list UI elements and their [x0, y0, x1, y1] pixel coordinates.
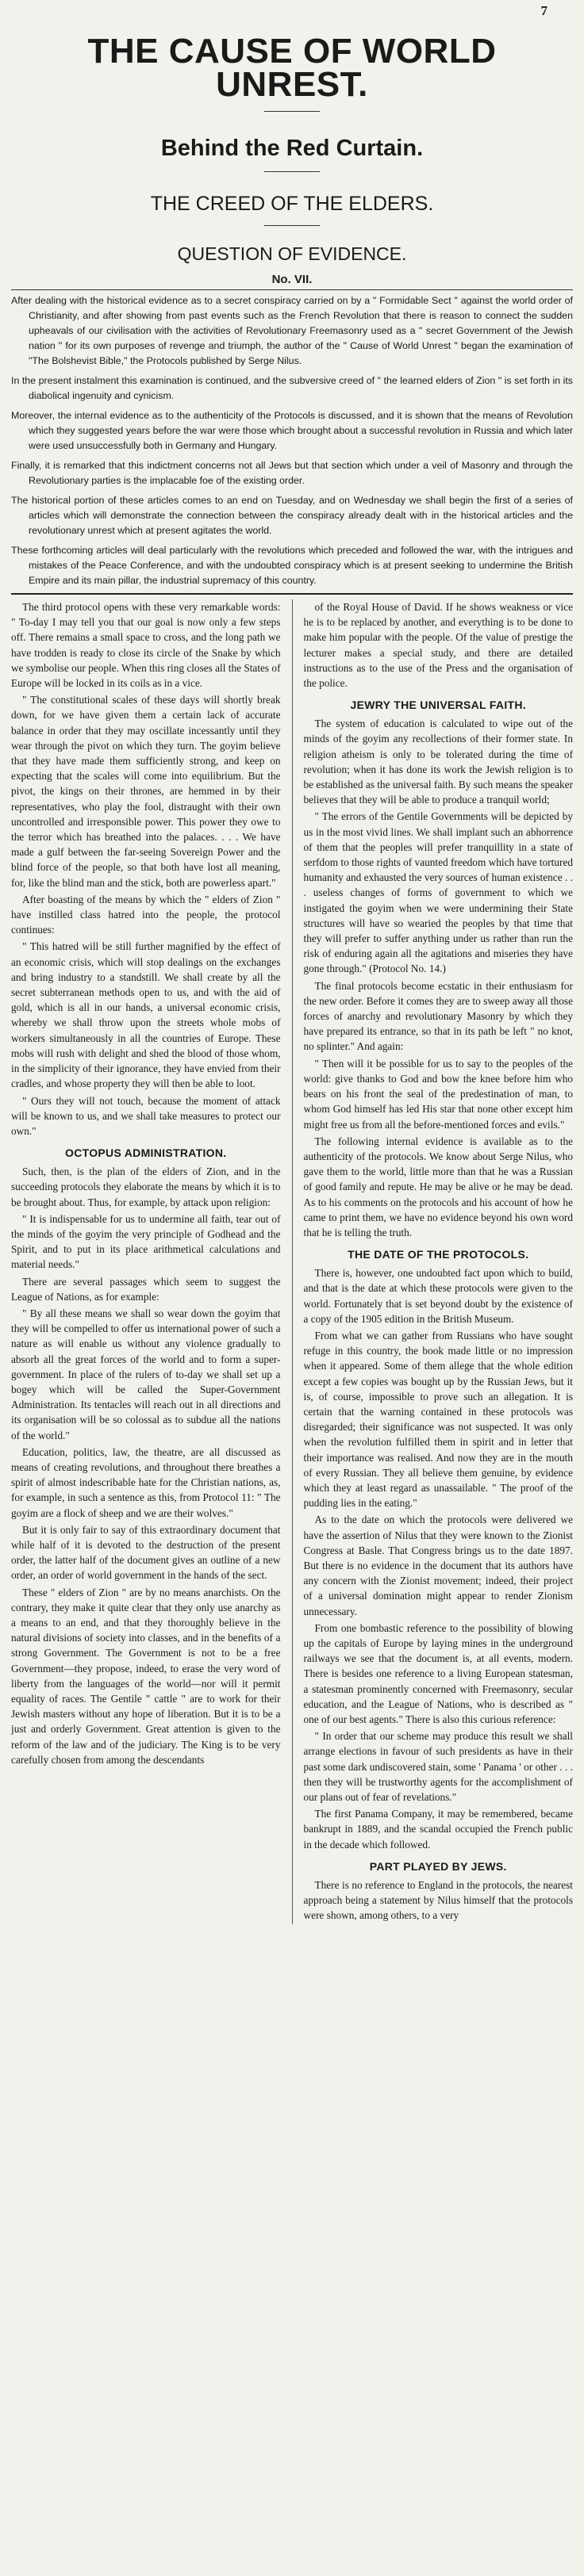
body-paragraph: But it is only fair to say of this extraordinary document that while half of it is devoted to the destruction of the present order, the latter half of the document gives an outline of a new order, an order of world government in the hands of the sect.	[11, 1523, 281, 1582]
right-column	[304, 599, 574, 1924]
section-heading: JEWRY THE UNIVERSAL FAITH.	[350, 699, 526, 712]
body-paragraph: " Then will it be possible for us to say to the peoples of the world: give thanks to God and bow the knee before him who bears on his front the seal of the predestination of man, to whom God himself has led His star that none other except him might free us from all the before-mentioned forces and evils."	[303, 1057, 573, 1131]
headline: THE CAUSE OF WORLD UNREST.	[87, 32, 497, 104]
divider	[264, 171, 320, 172]
body-paragraph: " The constitutional scales of these days will shortly break down, for we have given them a certain lack of accurate balance in order that they may oscillate incessantly until they wear through the pivot on which they turn. The goyim believe that they have made them sufficiently strong, and keep on expecting that the scales will come into equilibrium. But the pivot, the kings on their thrones, are hemmed in by their representatives, who play the fool, distraught with their own uncontrolled and irresponsible power. This power they owe to the terror which has breathed into the palaces. . . . We have made a gulf between the far-seeing Sovereign Power and the blind force of the people, so that both have lost all meaning, for, like the blind man and the stick, both are powerless apart."	[11, 694, 281, 889]
body-paragraph: " This hatred will be still further magnified by the effect of an economic crisis, which will stop dealings on the exchanges and bring industry to a standstill. We shall create by all the secret subterranean methods open to us, and with the aid of gold, which is all in our hands, a universal economic crisis, whereby we shall throw upon the streets whole mobs of workers simultaneously in all the countries of Europe. These mobs will rush with delight and shed the blood of those whom, in the simplicity of their ignorance, they have envied from their cradles, and whose property they will then be able to loot.	[11, 940, 281, 1090]
body-paragraph: " Ours they will not touch, because the moment of attack will be known to us, and we shall take measures to protect our own."	[11, 1094, 281, 1137]
body-paragraph: of the Royal House of David. If he shows weakness or vice he is to be replaced by another, and everything is to be done to make him popular with the people. Of the value of prestige the lecturer makes a special study, and there are detailed instructions as to the use of the Press and the organisation of the police.	[303, 601, 573, 690]
intro-paragraph: In the present instalment this examination is continued, and the subversive creed of " the learned elders of Zion " is set forth in its diabolical ingenuity and cynicism.	[11, 375, 573, 401]
body-paragraph: " The errors of the Gentile Governments will be depicted by us in the most vivid lines. We shall implant such an abhorrence of them that the peoples will prefer tranquillity in a state of serfdom to those rights of vaunted freedom which have tortured humanity and exhausted the very sources of human existence . . . useless changes of forms of government to which we instigated the goyim when we were undermining their State structures will have so wearied the peoples by that time that they will prefer to suffer anything under us rather than run the risk of enduring again all the agitations and miseries they have gone through." (Protocol No. 14.)	[303, 810, 573, 975]
body-paragraph: " In order that our scheme may produce this result we shall arrange elections in favour of such presidents as have in their past some dark undiscovered stain, some ' Panama ' or other . . . then they will be trustworthy agents for the accomplishment of our plans out of fear of revelations."	[303, 1730, 573, 1804]
deck: QUESTION OF EVIDENCE.	[177, 243, 407, 264]
body-paragraph: From what we can gather from Russians who have sought refuge in this country, the book made little or no impression when it appeared. Some of them allege that the whole edition except a few copies was bought up by the Russian Jews, but it is, of course, impossible to prove such an allegation. It is certain that the warning contained in these protocols was disregarded; their significance was not suspected. It was only when the revolution fulfilled them in spirit and in letter that their importance was realised. And now they are in the mouth of every Russian. They all believe them genuine, by evidence which they at least regard as unassailable. " The proof of the pudding lies in the eating."	[303, 1329, 573, 1510]
body-paragraph: The first Panama Company, it may be remembered, became bankrupt in 1889, and the scandal occupied the French public in the decade which followed.	[303, 1808, 573, 1851]
divider	[264, 225, 320, 226]
body-paragraph: There is no reference to England in the protocols, the nearest approach being a statement by Nilus himself that the protocols were shown, among others, to a very	[303, 1878, 573, 1922]
body-paragraph: " It is indispensable for us to undermine all faith, tear out of the minds of the goyim the very principle of Godhead and the Spirit, and to put in its place arithmetical calculations and material needs."	[11, 1212, 281, 1271]
section-heading: THE DATE OF THE PROTOCOLS.	[348, 1248, 529, 1261]
column-rule	[292, 599, 293, 1924]
article-number: No. VII.	[271, 273, 313, 286]
intro-paragraph: After dealing with the historical evidence as to a secret conspiracy carried on by a " Formidable Sect " against the world order of Christianity, and after showing from past events such as the French Revolution that there is reason to connect the sudden upheavals of our civilisation with the activities of Revolutionary Freemasonry used as a " secret Government of the Jewish nation " for its own purposes of revenge and triumph, the author of the " Cause of World Unrest " began the examination of "The Bolshevist Bible," the Protocols published by Serge Nilus.	[11, 295, 573, 366]
body-paragraph: " By all these means we shall so wear down the goyim that they will be compelled to offer us international power of such a nature as will enable us without any violence gradually to absorb all the great forces of the world and to form a super-government. In place of the rulers of to-day we shall set up a bogey which will be called the Super-Government Administration. Its tentacles will reach out in all directions and its organisation will be so colossal as to subdue all the nations of the world."	[11, 1307, 281, 1441]
intro-summary	[11, 289, 573, 588]
body-paragraph: There are several passages which seem to suggest the League of Nations, as for example:	[11, 1275, 281, 1303]
body-paragraph: These " elders of Zion " are by no means anarchists. On the contrary, they make it quite clear that they only use anarchy as a means to an end, and that they thoroughly believe in the natural divisions of society into classes, and in the benefits of a strong Government. The Government is not to be a free Government—they propose, indeed, to erase the very word of liberty from the languages of the world—nor will it permit equality of races. The Gentile " cattle " are to work for their Jewish masters without any hope of liberation. But it is to be a just and orderly Government. Great attention is given to the reform of the law and of the judiciary. The King is to be very carefully chosen from among the descendants	[11, 1586, 281, 1766]
body-paragraph: Such, then, is the plan of the elders of Zion, and in the succeeding protocols they elaborate the means by which it is to be brought about. Thus, for example, by attack upon religion:	[11, 1166, 281, 1208]
kicker: THE CREED OF THE ELDERS.	[150, 193, 434, 215]
body-paragraph: There is, however, one undoubted fact upon which to build, and that is the date at which these protocols were given to the world. Fortunately that is set beyond doubt by the existence of a copy of the 1905 edition in the British Museum.	[303, 1267, 573, 1325]
body-columns	[11, 593, 573, 1924]
intro-paragraph: Moreover, the internal evidence as to the authenticity of the Protocols is discussed, and it is shown that the means of Revolution which they suggested years before the war were those which brought about a successful revolution in Russia and which later were used unsuccessfully both in Germany and Hungary.	[11, 410, 573, 451]
intro-paragraph: The historical portion of these articles comes to an end on Tuesday, and on Wednesday we shall begin the first of a series of articles which will demonstrate the connection between the conspiracy already dealt with in the historical articles and the revolutionary unrest which at present agitates the world.	[11, 495, 573, 536]
intro-paragraph: These forthcoming articles will deal particularly with the revolutions which preceded and followed the war, with the intrigues and mistakes of the Peace Conference, and with the undoubted conspiracy which is at present seeking to undermine the British Empire and its main pillar, the industrial supremacy of this country.	[11, 545, 573, 586]
divider	[264, 111, 320, 112]
body-paragraph: The system of education is calculated to wipe out of the minds of the goyim any recollections of their former state. In religion atheism is only to be tolerated during the time of revolution; when it has done its work the Jewish religion is to be established as the universal faith. By such means the speaker believes that they will be able to produce a tranquil world;	[303, 718, 573, 806]
body-paragraph: Education, politics, law, the theatre, are all discussed as means of creating revolutions, and throughout there breathes a spirit of almost indescribable hate for the Christian nations, as, for example, in such a sentence as this, from Protocol 11: " The goyim are a flock of sheep and we are their wolves."	[11, 1445, 281, 1519]
section-heading: OCTOPUS ADMINISTRATION.	[65, 1146, 227, 1160]
body-paragraph: As to the date on which the protocols were delivered we have the assertion of Nilus that they were known to the Zionist Congress at Basle. That Congress brings us to the date 1897. But there is no evidence in the document that its authors have any concern with the Zionist movement; indeed, their project of a universal domination might appear to render Zionism unnecessary.	[303, 1514, 573, 1617]
section-heading: PART PLAYED BY JEWS.	[369, 1859, 507, 1873]
subtitle: Behind the Red Curtain.	[160, 136, 424, 161]
left-column	[11, 599, 281, 1924]
body-paragraph: From one bombastic reference to the possibility of blowing up the capitals of Europe by laying mines in the underground railways we see that the document is, at all events, modern. There is besides one reference to a living European statesman, a statesman prominently concerned with Freemasonry, secular education, and the League of Nations, who is described as " one of our best agents." There is also this curious reference:	[303, 1621, 573, 1726]
body-paragraph: The following internal evidence is available as to the authenticity of the protocols. We know about Serge Nilus, who gave them to the world, little more than that he was a Russian of good family and repute. He may be alive or he may be dead. As to his comments on the protocols and his account of how he came to print them, we have no evidence beyond his own word that he is telling the truth.	[303, 1135, 573, 1238]
page-number: 7	[540, 3, 548, 18]
body-paragraph: The third protocol opens with these very remarkable words: " To-day I may tell you that our goal is now only a few steps off. There remains a small space to cross, and the long path we have trodden is ready to close its circle of the Snake by which we symbolise our people. When this ring closes all the States of Europe will be locked in its coils as in a vice.	[11, 601, 281, 690]
body-paragraph: After boasting of the means by which the " elders of Zion " have instilled class hatred into the people, the protocol continues:	[11, 893, 281, 936]
intro-paragraph: Finally, it is remarked that this indictment concerns not all Jews but that section which under a veil of Masonry and through the Revolutionary parties is the implacable foe of the existing order.	[11, 460, 573, 486]
body-paragraph: The final protocols become ecstatic in their enthusiasm for the new order. Before it comes they are to sweep away all those forces of anarchy and revolutionary Masonry by which they have prepared its entrance, so that in its path be left " no knot, no splinter." And again:	[303, 979, 573, 1053]
